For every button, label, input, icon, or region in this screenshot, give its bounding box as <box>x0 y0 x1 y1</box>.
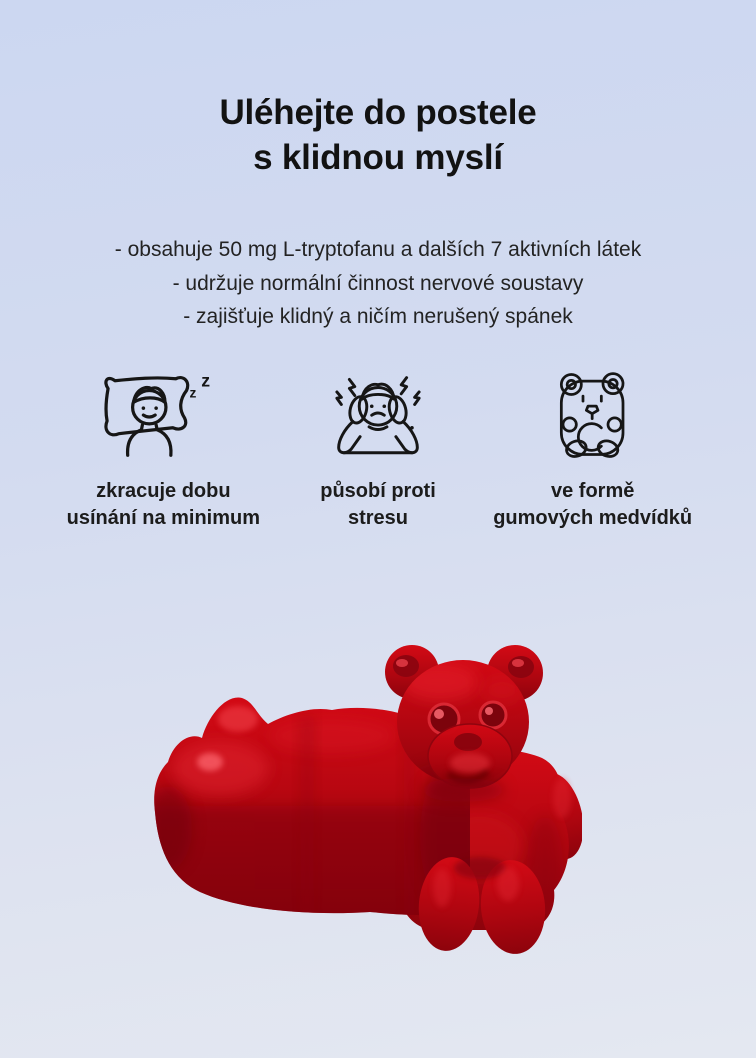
bullet-item: - zajišťuje klidný a ničím nerušený spánek <box>183 305 573 328</box>
sleeping-person-icon <box>98 366 228 468</box>
benefit-bullet-list <box>0 233 756 334</box>
z-glyph: z <box>201 370 211 391</box>
gummy-bear-icon <box>543 366 643 468</box>
feature-caption: ve formě gumových medvídků <box>493 480 693 529</box>
page-title <box>0 90 756 180</box>
sitting-gummy-bear-legs <box>414 854 549 956</box>
stressed-person-icon <box>319 366 437 468</box>
page-title-line-2: s klidnou myslí <box>253 138 503 177</box>
feature-sleep <box>56 366 271 532</box>
feature-caption: zkracuje dobu usínání na minimum <box>66 480 261 529</box>
feature-gummy-form <box>485 366 700 532</box>
z-glyph: z <box>189 385 197 401</box>
bullet-item: - obsahuje 50 mg L-tryptofanu a dalších 7 aktivních látek <box>114 238 642 261</box>
bullet-item: - udržuje normální činnost nervové soustavy <box>172 271 584 295</box>
feature-caption: působí proti stresu <box>320 480 436 529</box>
feature-stress <box>271 366 486 532</box>
feature-row <box>56 366 700 532</box>
page-title-line-1: Uléhejte do postele <box>219 93 537 132</box>
gummy-bears-product-image <box>150 616 582 956</box>
